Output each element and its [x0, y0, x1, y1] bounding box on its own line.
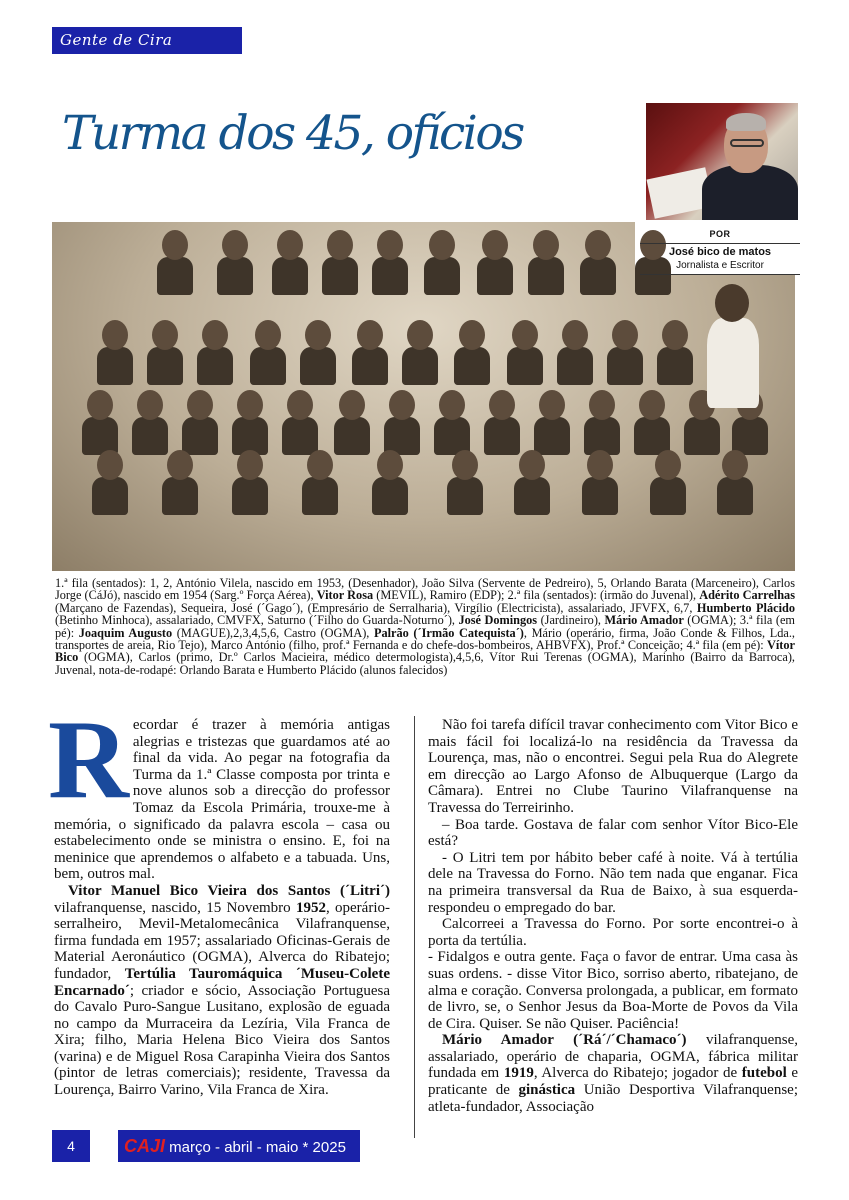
bold-run: Vitor Rosa: [316, 588, 374, 603]
pupil-body: [454, 347, 490, 385]
text-run: (MEVIL), Ramiro (EDP); 2.ª fila (sentados): (irmão do Juvenal),: [373, 588, 700, 603]
pupil-head: [187, 390, 213, 420]
text-run: vilafranquense, assalariado, operário de chaparia, OGMA, fábrica militar fundada em: [428, 1032, 798, 1082]
teacher-head: [715, 284, 749, 322]
pupil-head: [662, 320, 688, 350]
issue-date: março - abril - maio * 2025: [165, 1139, 346, 1156]
pupil-body: [322, 257, 358, 295]
pupil-body: [250, 347, 286, 385]
pupil-head: [152, 320, 178, 350]
pupil-head: [357, 320, 383, 350]
pupil-body: [302, 477, 338, 515]
pupil-head: [539, 390, 565, 420]
pupil-head: [327, 230, 353, 260]
author-photo-glasses: [730, 139, 764, 147]
bold-run: José Domingos: [458, 613, 538, 628]
pupil-body: [300, 347, 336, 385]
pupil-body: [132, 417, 168, 455]
pupil-body: [484, 417, 520, 455]
pupil-body: [182, 417, 218, 455]
pupil-body: [272, 257, 308, 295]
text-run: (Betinho Minhoca), assalariado, CMVFX, Saturno (´Filho do Guarda-Noturno´),: [55, 613, 459, 628]
byline-role: Jornalista e Escritor: [676, 260, 764, 271]
pupil-body: [528, 257, 564, 295]
pupil-body: [447, 477, 483, 515]
pupil-head: [377, 450, 403, 480]
bio-paragraph: [54, 883, 390, 1099]
pupil-head: [585, 230, 611, 260]
author-photo-suit: [702, 165, 798, 220]
pupil-head: [377, 230, 403, 260]
bold-run: Tertúlia Tauromáquica ´Museu-Colete Encarnado´: [54, 965, 390, 999]
section-tag: Gente de Cira: [52, 27, 242, 54]
pupil-body: [650, 477, 686, 515]
pupil-body: [232, 477, 268, 515]
byline-rule-top: [640, 243, 800, 244]
pupil-head: [389, 390, 415, 420]
pupil-body: [372, 477, 408, 515]
article-title: Turma dos 45, ofícios: [62, 106, 523, 161]
pupil-head: [655, 450, 681, 480]
intro-paragraph: ecordar é trazer à memória antigas alegrias e tristezas que guardamos até ao final da vida. Ao pegar na fotografia da Turma da 1.ª Classe composta por trinta e nove alunos sob a direcção do professor Tomaz da Escola Primária, trouxe-me à memória, o significado da palavra escola – casa ou estabelecimento onde se ministra o ensino. E, foi na meninice que aprendemos o alfabeto e a tabuada. Uns, bem, outros mal.: [54, 717, 390, 883]
text-run: (Marçano de Fazendas), Sequeira, José (´Gago´), (Empresário de Serralharia), Virgílio (Electricista), assalariado, JFVFX, 6,7,: [55, 600, 697, 615]
pupil-body: [507, 347, 543, 385]
pupil-body: [82, 417, 118, 455]
paragraph-5: - Fidalgos e outra gente. Faça o favor de entrar. Uma casa às suas ordens. - disse Vitor Bico, sorriso aberto, ribatejano, de alma e coração. Conversa prolongada, a publicar, em formato de livro, se, o Senhor Jesus da Boa-Morte de Povos da Vila de Cira. Quiser. Se não Quiser. Paciência!: [428, 949, 798, 1032]
pupil-head: [439, 390, 465, 420]
pupil-head: [533, 230, 559, 260]
paragraph-3: - O Litri tem por hábito beber café à noite. Vá à tertúlia dele na Travessa do Forno. Não tem nada que enganar. Fica na primeira transversal da Rua de Baixo, à sua esquerda- respondeu o empregado do bar.: [428, 849, 798, 916]
pupil-body: [157, 257, 193, 295]
pupil-head: [97, 450, 123, 480]
pupil-head: [489, 390, 515, 420]
bold-run: Joaquim Augusto: [78, 625, 173, 640]
pupil-head: [482, 230, 508, 260]
paragraph-2: – Boa tarde. Gostava de falar com senhor Vítor Bico-Ele está?: [428, 816, 798, 850]
byline-author: José bico de matos: [668, 246, 772, 258]
pupil-head: [162, 230, 188, 260]
paragraph-6: [428, 1032, 798, 1115]
text-run: 1.ª fila (sentados): 1, 2, António Vilela, nascido em 1953, (Desenhador), João Silva (Servente de Pedreiro), 5, Orlando Barata (Marceneiro), Carlos Jorge (CáJó), nascido em 1954 (Sarg.º Força Aérea),: [55, 576, 795, 603]
text-run: ; criador e sócio, Associação Portuguesa do Cavalo Puro-Sangue Lusitano, explosão de eguada no campo da Murraceira da Lezíria, Vila Franca de Xira; filho, Maria Helena Bico Vieira dos Santos (varina) e de Miguel Rosa Carapinha Vieira dos Santos (pintor de letras comerciais); residente, Travessa da Lourença, Bairro Varino, Vila Franca de Xira.: [54, 982, 390, 1099]
pupil-head: [237, 390, 263, 420]
footer-bar: [118, 1130, 360, 1162]
pupil-head: [459, 320, 485, 350]
pupil-head: [339, 390, 365, 420]
text-run: , operário-serralheiro, Mevil-Metalomecânica Vilafranquense, firma fundada em 1957; assalariado Oficinas-Gerais de Material Aeronáutico (OGMA), Alverca do Ribatejo; fundador,: [54, 899, 390, 982]
bold-run: Adérito Carrelhas: [699, 588, 795, 603]
pupil-head: [452, 450, 478, 480]
pupil-body: [162, 477, 198, 515]
pupil-body: [514, 477, 550, 515]
pupil-body: [607, 347, 643, 385]
pupil-body: [147, 347, 183, 385]
pupil-head: [202, 320, 228, 350]
bold-run: Vítor Bico: [55, 638, 795, 665]
pupil-head: [307, 450, 333, 480]
article-column-right: [428, 717, 798, 1115]
pupil-body: [217, 257, 253, 295]
pupil-head: [587, 450, 613, 480]
text-run: (Jardineiro),: [537, 613, 605, 628]
article-column-left: [48, 698, 390, 1099]
pupil-head: [255, 320, 281, 350]
pupil-body: [424, 257, 460, 295]
pupil-body: [684, 417, 720, 455]
pupil-body: [197, 347, 233, 385]
pupil-body: [372, 257, 408, 295]
pupil-head: [512, 320, 538, 350]
bold-run: Humberto Plácido: [696, 600, 795, 615]
pupil-body: [334, 417, 370, 455]
pupil-body: [92, 477, 128, 515]
pupil-body: [717, 477, 753, 515]
pupil-body: [352, 347, 388, 385]
pupil-body: [282, 417, 318, 455]
bold-run: Vitor Manuel Bico Vieira dos Santos (´Litri´): [68, 882, 390, 899]
pupil-head: [222, 230, 248, 260]
column-divider: [414, 716, 415, 1138]
pupil-head: [407, 320, 433, 350]
pupil-head: [429, 230, 455, 260]
text-run: e praticante de: [428, 1065, 798, 1099]
pupil-body: [534, 417, 570, 455]
magazine-brand: CAJI: [124, 1136, 166, 1156]
pupil-head: [237, 450, 263, 480]
pupil-body: [402, 347, 438, 385]
text-run: , Mário (operário, firma, João Conde & Filhos, Lda., transportes de areia, Rio Tejo), Marco António (filho, prof.ª Fernanda e do chefe-dos-bombeiros, AHBVFX), Prof.ª Conceição; 4.ª fila (em pé):: [55, 625, 795, 653]
byline-rule-bottom: [640, 274, 800, 275]
drop-cap: R: [48, 698, 129, 822]
pupil-head: [277, 230, 303, 260]
pupil-head: [287, 390, 313, 420]
paragraph-4: Calcorreei a Travessa do Forno. Por sorte encontrei-o à porta da tertúlia.: [428, 916, 798, 949]
pupil-head: [87, 390, 113, 420]
photo-caption: [55, 577, 795, 676]
pupil-body: [97, 347, 133, 385]
text-run: vilafranquense, nascido, 15 Novembro: [54, 899, 296, 916]
text-run: (OGMA); 3.ª fila (em pé):: [55, 613, 795, 640]
pupil-body: [477, 257, 513, 295]
page-number: 4: [52, 1130, 90, 1162]
text-run: União Desportiva Vilafranquense; atleta-fundador, Associação: [428, 1082, 798, 1115]
pupil-body: [557, 347, 593, 385]
bold-run: Mário Amador: [604, 613, 684, 628]
pupil-head: [562, 320, 588, 350]
text-run: (OGMA), Carlos (primo, Dr.º Carlos Macieira, médico determologista),4,5,6, Vítor Rui Terenas (OGMA), Marinho (Bairro da Barroca), Juvenal, nota-de-rodapé: Orlando Barata e Humberto Plácido (alunos falecidos): [55, 650, 795, 677]
pupil-head: [102, 320, 128, 350]
text-run: (MAGUE),2,3,4,5,6, Castro (OGMA),: [172, 625, 374, 640]
pupil-head: [305, 320, 331, 350]
pupil-body: [657, 347, 693, 385]
bold-run: Palrão (´Irmão Catequista´): [373, 625, 524, 640]
pupil-head: [589, 390, 615, 420]
byline-por: POR: [709, 229, 731, 239]
bold-run: ginástica: [518, 1082, 576, 1099]
pupil-head: [722, 450, 748, 480]
author-photo-hair: [726, 113, 766, 131]
pupil-head: [137, 390, 163, 420]
pupil-head: [167, 450, 193, 480]
pupil-body: [582, 477, 618, 515]
pupil-head: [519, 450, 545, 480]
author-photo: [646, 103, 798, 220]
byline: [640, 228, 800, 277]
bold-run: futebol: [741, 1065, 787, 1082]
teacher-body: [707, 318, 759, 408]
pupil-head: [639, 390, 665, 420]
pupil-head: [612, 320, 638, 350]
pupil-body: [580, 257, 616, 295]
text-run: , Alverca do Ribatejo; jogador de: [533, 1065, 742, 1082]
paragraph-1: Não foi tarefa difícil travar conhecimento com Vitor Bico e mais fácil foi localizá-lo na residência da Travessa da Lourença, mas, não o encontrei. Segui pela Rua do Alegrete em direcção ao Largo Afonso de Albuquerque (Largo da Câmara). Entrei no Clube Taurino Vilafranquense na Travessa do Terreirinho.: [428, 717, 798, 816]
bold-run: 1952: [295, 899, 326, 916]
bold-run: 1919: [503, 1065, 534, 1082]
bold-run: Mário Amador (´Rá´/´Chamaco´): [442, 1032, 687, 1049]
